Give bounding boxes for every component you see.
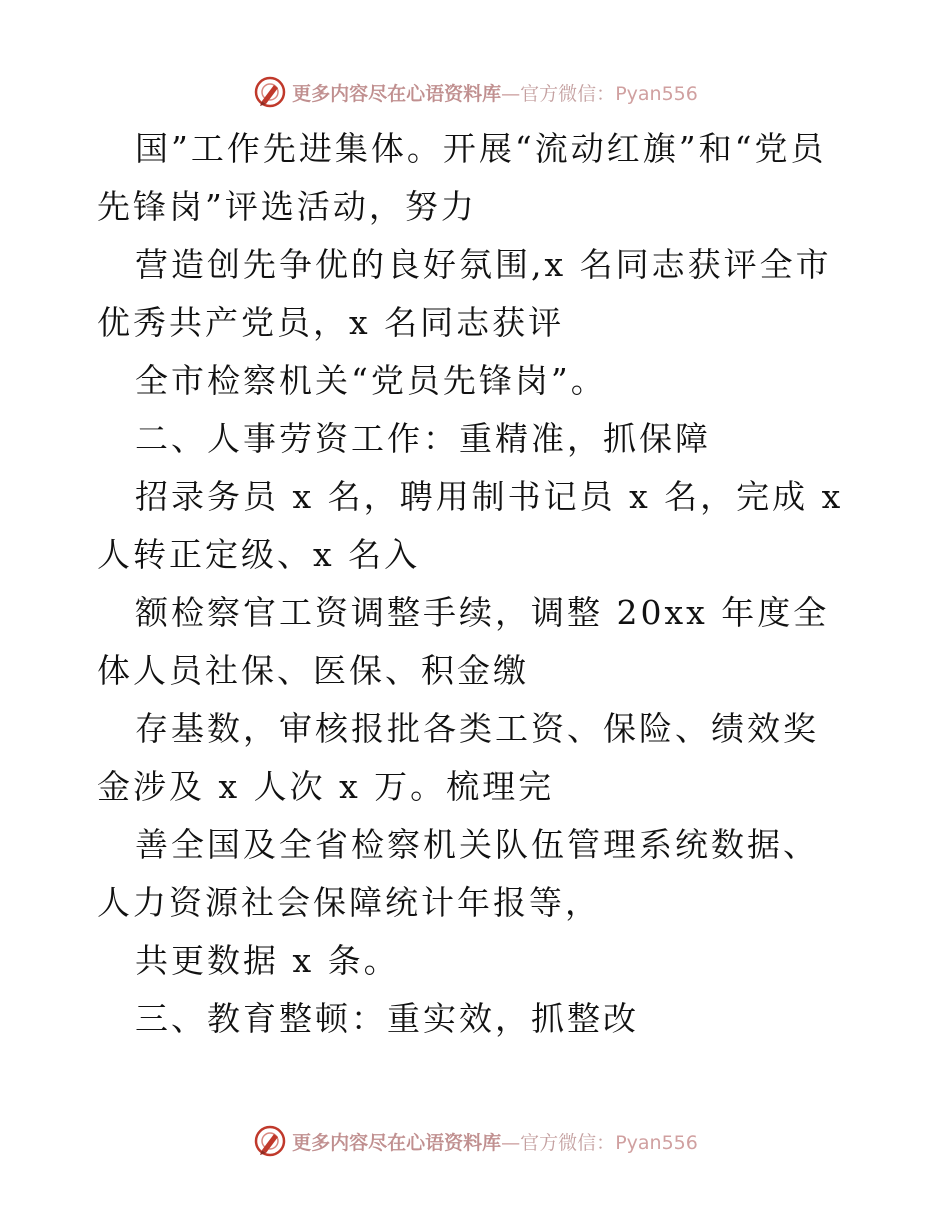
- pen-logo-icon: [252, 1123, 288, 1159]
- watermark-text: [292, 1128, 698, 1155]
- watermark-brand: 更多内容尽在心语资料库: [292, 1131, 502, 1154]
- watermark-wechat-label: 官方微信：: [520, 1131, 616, 1154]
- watermark-wechat-id: Pyan556: [615, 82, 698, 105]
- paragraph: 善全国及全省检察机关队伍管理系统数据、人力资源社会保障统计年报等，: [97, 825, 819, 922]
- watermark-text: [292, 79, 698, 106]
- document-body: [97, 120, 852, 1048]
- footer-watermark: [0, 1121, 950, 1161]
- watermark-wechat-label: 官方微信：: [520, 82, 616, 105]
- pen-logo-icon: [252, 74, 288, 110]
- paragraph: 额检察官工资调整手续，调整 20xx 年度全体人员社保、医保、积金缴: [97, 593, 830, 690]
- paragraph: 营造创先争优的良好氛围,x 名同志获评全市优秀共产党员，x 名同志获评: [97, 245, 832, 342]
- paragraph: 共更数据 x 条。: [135, 941, 400, 980]
- paragraph: 全市检察机关“党员先锋岗”。: [135, 361, 607, 400]
- watermark-brand: 更多内容尽在心语资料库: [292, 82, 502, 105]
- watermark-dash: —: [501, 82, 521, 105]
- paragraph: 招录务员 x 名，聘用制书记员 x 名，完成 x 人转正定级、x 名入: [97, 477, 844, 574]
- section-heading: 三、教育整顿：重实效，抓整改: [135, 999, 639, 1038]
- watermark-wechat-id: Pyan556: [615, 1131, 698, 1154]
- paragraph: 国”工作先进集体。开展“流动红旗”和“党员先锋岗”评选活动，努力: [97, 129, 827, 226]
- paragraph: 存基数，审核报批各类工资、保险、绩效奖金涉及 x 人次 x 万。梳理完: [97, 709, 819, 806]
- section-heading: 二、人事劳资工作：重精准，抓保障: [135, 419, 711, 458]
- header-watermark: [0, 72, 950, 112]
- watermark-dash: —: [501, 1131, 521, 1154]
